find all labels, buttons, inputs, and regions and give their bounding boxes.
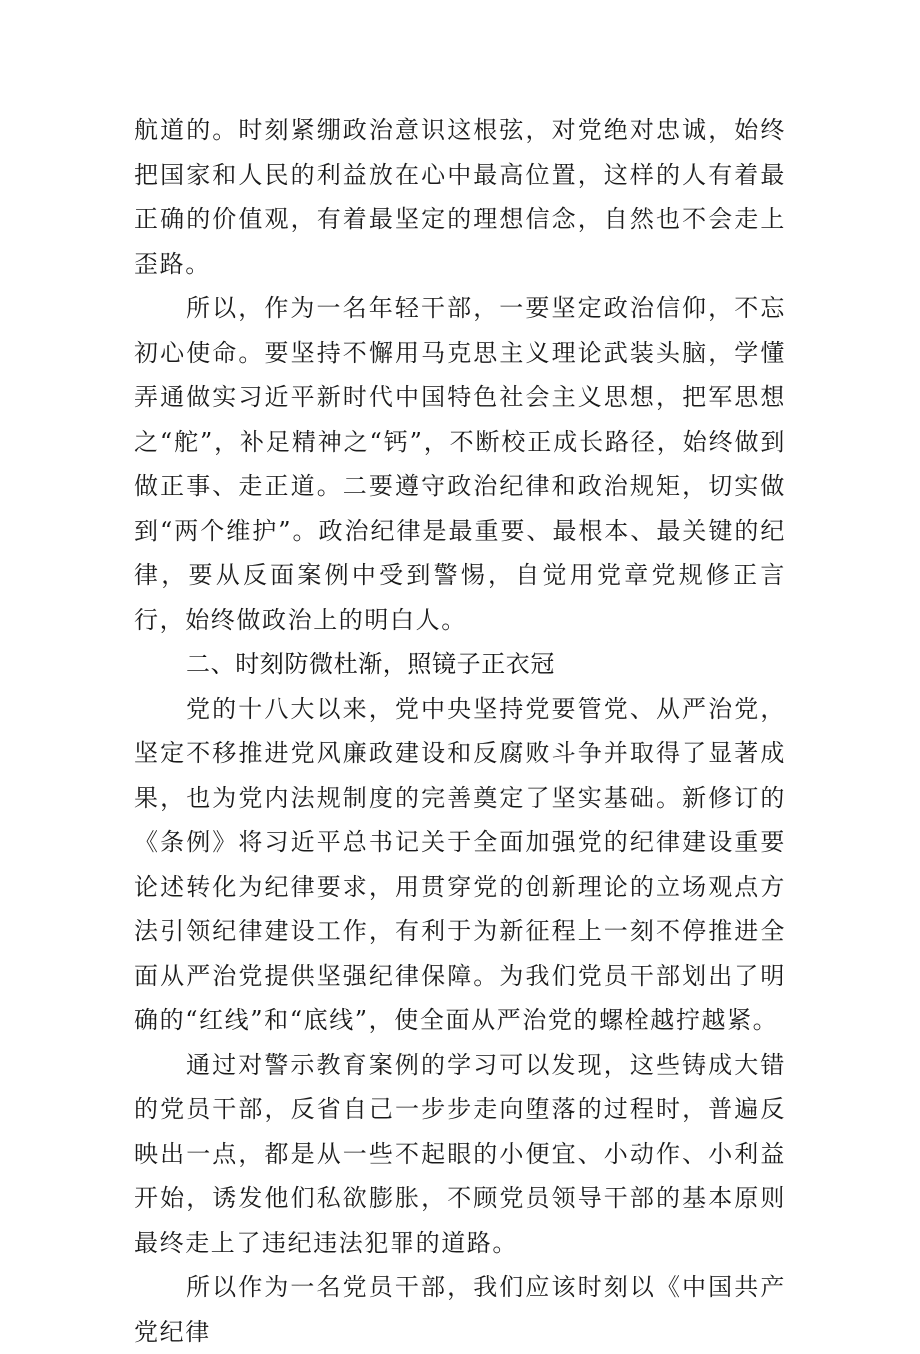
body-paragraph-3: 党的十八大以来，党中央坚持党要管党、从严治党，坚定不移推进党风廉政建设和反腐败斗争并取得了显著成果，也为党内法规制度的完善奠定了坚实基础。新修订的《条例》将习近平总书记关于全面加强党的纪律建设重要论述转化为纪律要求，用贯穿党的创新理论的立场观点方法引领纪律建设工作，有利于为新征程上一刻不停推进全面从严治党提供坚强纪律保障。为我们党员干部划出了明确的“红线”和“底线”，使全面从严治党的螺栓越拧越紧。 [134, 694, 786, 1034]
body-paragraph-5: 所以作为一名党员干部，我们应该时刻以《中国共产党纪律 [134, 1273, 786, 1346]
body-paragraph-1: 航道的。时刻紧绷政治意识这根弦，对党绝对忠诚，始终把国家和人民的利益放在心中最高位置，这样的人有着最正确的价值观，有着最坚定的理想信念，自然也不会走上歪路。 [134, 116, 786, 278]
body-paragraph-4: 通过对警示教育案例的学习可以发现，这些铸成大错的党员干部，反省自己一步步走向堕落的过程时，普遍反映出一点，都是从一些不起眼的小便宜、小动作、小利益开始，诱发他们私欲膨胀，不顾党员领导干部的基本原则最终走上了违纪违法犯罪的道路。 [134, 1050, 786, 1257]
section-heading: 二、时刻防微杜渐，照镜子正衣冠 [186, 650, 555, 678]
body-paragraph-2: 所以，作为一名年轻干部，一要坚定政治信仰，不忘初心使命。要坚持不懈用马克思主义理论武装头脑，学懂弄通做实习近平新时代中国特色社会主义思想，把军思想之“舵”，补足精神之“钙”，不断校正成长路径，始终做到做正事、走正道。二要遵守政治纪律和政治规矩，切实做到“两个维护”。政治纪律是最重要、最根本、最关键的纪律，要从反面案例中受到警惕，自觉用党章党规修正言行，始终做政治上的明白人。 [134, 294, 786, 634]
